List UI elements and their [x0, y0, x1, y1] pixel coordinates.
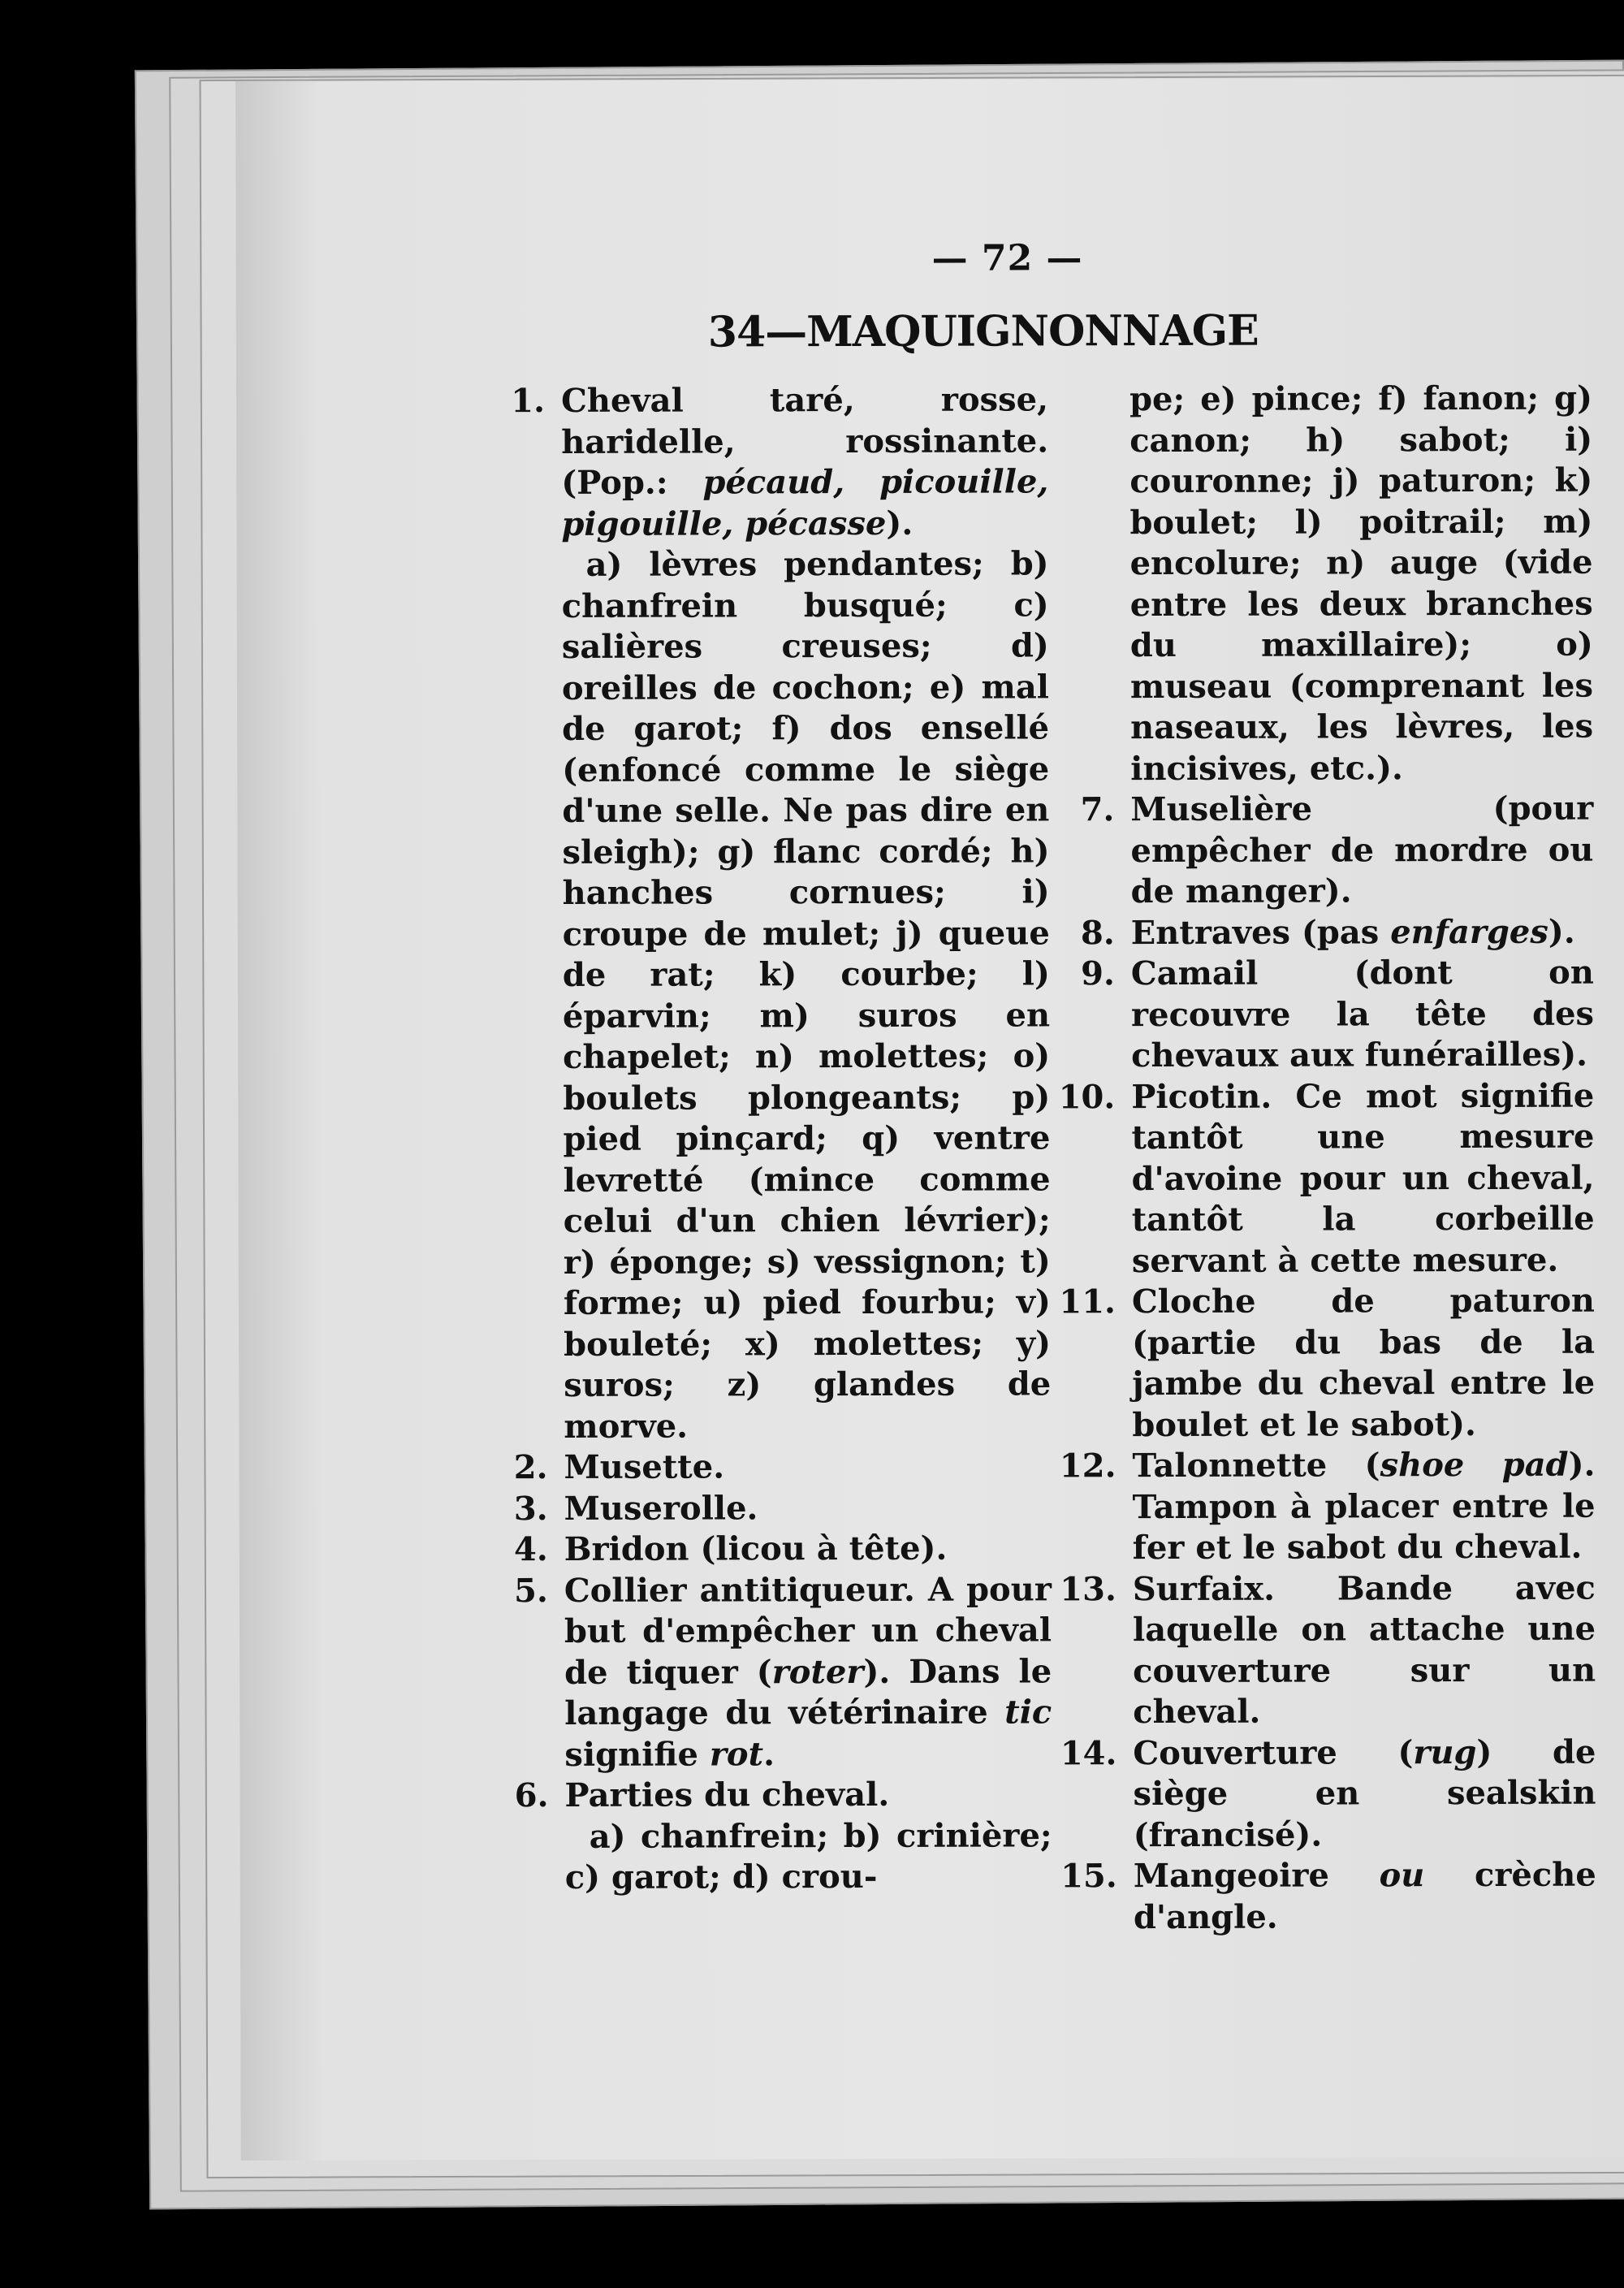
- item-number: 8.: [1080, 913, 1115, 952]
- item-text: Mangeoire: [1133, 1856, 1380, 1896]
- item-number: 7.: [1080, 790, 1115, 829]
- italic-text: ou: [1379, 1856, 1425, 1895]
- list-item: [490, 1446, 1051, 1488]
- item-number: 2.: [513, 1447, 548, 1487]
- item-number: 14.: [1060, 1733, 1117, 1772]
- item-text: a) lèvres pendantes; b) chanfrein busqué; c) salières creuses; d) oreilles de cochon; e) mal de garot; f) dos ensellé (enfoncé comme le siège d'une selle. Ne pas dire en sleigh); g) flanc cordé; h) hanches cornues; i) croupe de mulet; j) queue de rat; k) courbe; l) éparvin; m) suros en chapelet; n) molettes; o) boulets plongeants; p) pied pinçard; q) ventre levretté (mince comme celui d'un chien lévrier); r) éponge; s) vessignon; t) forme; u) pied fourbu; v) bouleté; x) molettes; y) suros; z) glandes de morve.: [561, 544, 1052, 1446]
- item-number: 4.: [513, 1529, 548, 1569]
- item-number: 5.: [514, 1571, 548, 1610]
- item-text: ).: [1548, 912, 1575, 951]
- list-item: [1059, 1281, 1596, 1447]
- italic-text: tic: [1004, 1693, 1052, 1732]
- list-item: [1058, 953, 1594, 1077]
- item-number: 12.: [1059, 1447, 1116, 1486]
- item-number: 1.: [511, 382, 546, 421]
- list-item: [491, 1528, 1052, 1570]
- item-text: Collier antitiqueur. A pour but d'empêcher un cheval de tiquer (: [564, 1569, 1052, 1692]
- left-column: [488, 379, 1052, 1898]
- list-item: [1058, 911, 1594, 954]
- item-text: Cheval taré, rosse, haridelle, rossinante. (Pop.:: [560, 380, 1049, 502]
- italic-text: shoe pad: [1380, 1445, 1569, 1485]
- item-text: Parties du cheval.: [564, 1775, 890, 1814]
- italic-text: rug: [1413, 1732, 1477, 1771]
- italic-text: roter: [771, 1652, 864, 1691]
- item-text: signifie: [564, 1734, 710, 1774]
- item-text: Bridon (licou à tête).: [564, 1529, 948, 1568]
- item-number: 6.: [514, 1775, 549, 1815]
- list-item: [1058, 1075, 1595, 1282]
- item-text: Muselière (pour empêcher de mordre ou de manger).: [1130, 789, 1594, 911]
- item-number: 10.: [1058, 1077, 1116, 1116]
- item-text: ). Dans le langage du vétérinaire: [564, 1651, 1052, 1732]
- item-number: 3.: [513, 1489, 548, 1528]
- list-item-continuation: [492, 1815, 1052, 1899]
- list-item: [1060, 1568, 1596, 1733]
- item-text: .: [762, 1734, 775, 1773]
- item-text: Muserolle.: [564, 1488, 758, 1528]
- item-text: crèche d'angle.: [1133, 1855, 1596, 1936]
- item-text: Musette.: [564, 1447, 725, 1486]
- item-text: Picotin. Ce mot signifie tantôt une mesure d'avoine pour un cheval, tantôt la corbeille servant à cette mesure.: [1131, 1076, 1595, 1280]
- item-text: Talonnette (: [1132, 1446, 1380, 1486]
- list-item: [491, 1569, 1052, 1775]
- book-page: [235, 77, 1624, 2160]
- list-item: [1059, 1445, 1595, 1569]
- item-text: pe; e) pince; f) fanon; g) canon; h) sabot; i) couronne; j) paturon; k) boulet; l) poitrail; m) encolure; n) auge (vide entre les deux branches du maxillaire); o) museau (comprenant les naseaux, les lèvres, les incisives, etc.).: [1129, 378, 1594, 788]
- item-number: 9.: [1081, 954, 1115, 993]
- list-item: [488, 379, 1049, 545]
- page-number: — 72 —: [931, 237, 1083, 279]
- item-text: ). Tampon à placer entre le fer et le sabot du cheval.: [1132, 1445, 1596, 1568]
- item-number: 11.: [1059, 1282, 1116, 1321]
- item-text: Cloche de paturon (partie du bas de la jambe du cheval entre le boulet et le sabot).: [1131, 1281, 1596, 1444]
- right-column: [1056, 378, 1596, 1939]
- item-number: 15.: [1060, 1857, 1117, 1896]
- list-item: [491, 1774, 1052, 1816]
- item-text: Entraves (pas: [1130, 912, 1391, 952]
- item-text: Couverture (: [1133, 1732, 1414, 1772]
- list-item: [491, 1487, 1052, 1529]
- section-title: 34—MAQUIGNONNAGE: [707, 305, 1259, 357]
- italic-text: enfarges: [1390, 912, 1548, 951]
- italic-text: pécaud, picouille, pigouille, pécasse: [561, 462, 1049, 543]
- item-text: Surfaix. Bande avec laquelle on attache une couverture sur un cheval.: [1132, 1568, 1596, 1732]
- item-text: Camail (dont on recouvre la tête des chevaux aux funérailles).: [1130, 953, 1595, 1075]
- list-item: [1057, 789, 1593, 913]
- list-item: [1060, 1855, 1596, 1939]
- item-number: 13.: [1060, 1569, 1116, 1608]
- item-text: a) chanfrein; b) crinière; c) garot; d) crou-: [564, 1815, 1052, 1897]
- list-item-continuation: [488, 543, 1051, 1447]
- item-text: ) de siège en sealskin (francisé).: [1133, 1732, 1596, 1854]
- item-text: ).: [886, 504, 914, 543]
- italic-text: rot: [709, 1734, 764, 1773]
- list-item-continuation: [1056, 378, 1593, 790]
- list-item: [1060, 1732, 1596, 1856]
